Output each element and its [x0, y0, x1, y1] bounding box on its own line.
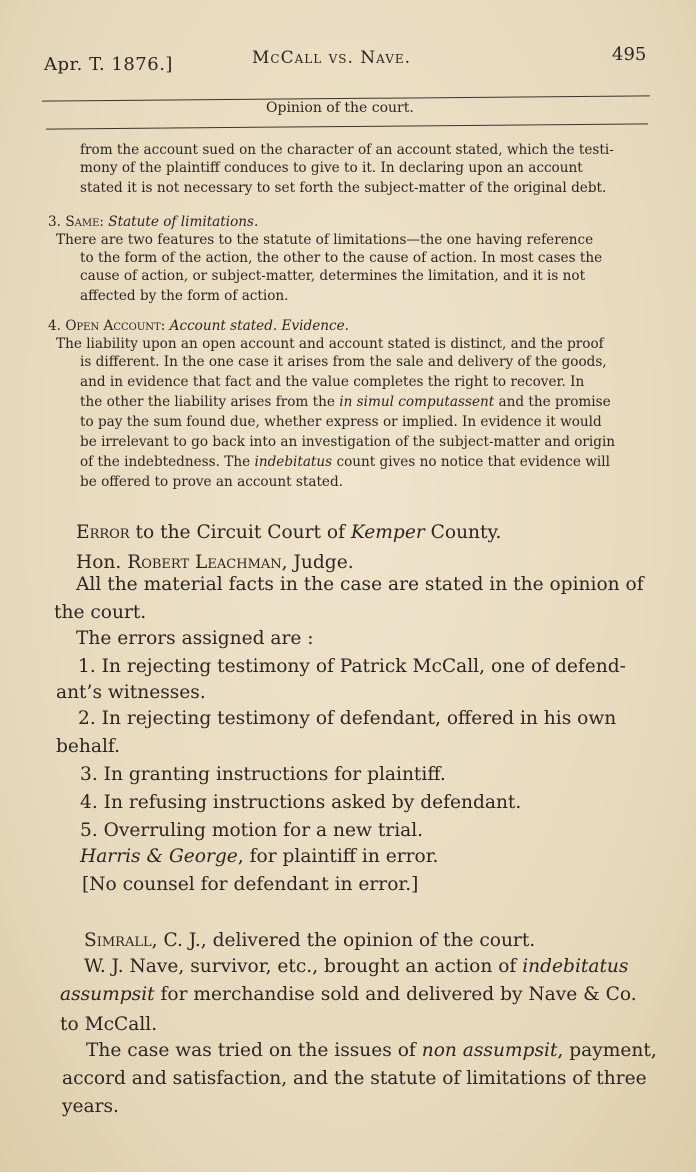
text-run: , payment,	[557, 1040, 657, 1061]
syllabus-item-3-heading	[48, 214, 258, 232]
syllabus-line: mony of the plaintiff conduces to give to it. In declaring upon an account	[80, 160, 583, 176]
judge-line	[76, 552, 354, 573]
syllabus-line: from the account sued on the character of an account stated, which the testi-	[80, 142, 614, 158]
header-rule-bottom	[46, 123, 648, 129]
syllabus-line: There are two features to the statute of limitations—the one having reference	[56, 232, 594, 248]
text-run-italic: in simul computassent	[339, 394, 495, 410]
section-subheading: Opinion of the court.	[266, 100, 414, 116]
paragraph-line: [No counsel for defendant in error.]	[82, 874, 419, 895]
syllabus-line: to the form of the action, the other to the cause of action. In most cases the	[80, 250, 603, 266]
text-run: and the promise	[494, 394, 611, 410]
item-subtitle: Account stated. Evidence.	[169, 318, 349, 334]
text-run: W. J. Nave, survivor, etc., brought an action of	[84, 956, 523, 977]
text-run: Simrall, C. J.	[84, 930, 201, 951]
paragraph-line: 1. In rejecting testimony of Patrick McCall, one of defend-	[78, 656, 626, 677]
header-term: Apr. T. 1876.]	[44, 54, 173, 75]
paragraph-line: years.	[62, 1096, 119, 1117]
paragraph-line: 4. In refusing instructions asked by defendant.	[80, 792, 522, 813]
error-line	[76, 522, 501, 543]
syllabus-line: is different. In the one case it arises from the sale and delivery of the goods,	[80, 354, 607, 370]
syllabus-line: affected by the form of action.	[80, 288, 289, 304]
text-run-italic: indebitatus	[522, 956, 629, 977]
syllabus-line: be irrelevant to go back into an investigation of the subject-matter and origin	[80, 434, 616, 450]
syllabus-line: stated it is not necessary to set forth the subject-matter of the original debt.	[80, 180, 607, 196]
running-header	[0, 42, 696, 75]
text-run: , for plaintiff in error.	[237, 846, 439, 867]
syllabus-line	[80, 394, 611, 412]
paragraph-line: the court.	[54, 602, 147, 623]
syllabus-line: and in evidence that fact and the value completes the right to recover. In	[80, 374, 585, 390]
paragraph-line: 3. In granting instructions for plaintiff.	[80, 764, 446, 785]
syllabus-line: to pay the sum found due, whether express or implied. In evidence it would	[80, 414, 602, 430]
text-run-italic: assumpsit	[60, 984, 155, 1005]
text-run: The case was tried on the issues of	[86, 1040, 422, 1061]
paragraph-line: The errors assigned are :	[76, 628, 314, 649]
text-run: to the Circuit Court of	[129, 522, 351, 543]
text-run: , Judge.	[281, 552, 354, 573]
paragraph-line	[86, 1040, 657, 1061]
text-run: Hon.	[76, 552, 128, 573]
syllabus-item-4-heading	[48, 318, 349, 336]
counsel-line	[80, 846, 438, 867]
paragraph-line: ant’s witnesses.	[56, 682, 206, 703]
item-subtitle: Statute of limitations.	[108, 214, 259, 230]
text-run: of the indebtedness. The	[80, 454, 255, 470]
syllabus-line: be offered to prove an account stated.	[80, 474, 343, 490]
text-run: County.	[424, 522, 502, 543]
text-run: the other the liability arises from the	[80, 394, 340, 410]
opinion-line	[84, 930, 535, 951]
text-run-italic: non assumpsit	[421, 1040, 558, 1061]
text-run: Error	[76, 522, 130, 543]
text-run: for merchandise sold and delivered by Nave & Co.	[154, 984, 637, 1005]
item-number: 4.	[48, 318, 61, 334]
item-title: Open Account:	[65, 318, 166, 334]
syllabus-line: cause of action, or subject-matter, determines the limitation, and it is not	[80, 268, 586, 284]
syllabus-line: The liability upon an open account and account stated is distinct, and the proof	[56, 336, 604, 352]
paragraph-line: 2. In rejecting testimony of defendant, offered in his own	[78, 708, 617, 729]
syllabus-line	[80, 454, 610, 472]
text-run: Robert Leachman	[127, 552, 282, 573]
text-run-italic: Kemper	[350, 522, 425, 543]
paragraph-line: to McCall.	[60, 1014, 158, 1035]
paragraph-line: accord and satisfaction, and the statute of limitations of three	[62, 1068, 647, 1089]
item-title: Same:	[65, 214, 104, 230]
text-run-italic: indebitatus	[254, 454, 333, 470]
header-case-title: McCall vs. Nave.	[252, 48, 412, 68]
paragraph-line: behalf.	[56, 736, 121, 757]
paragraph-line	[84, 956, 628, 977]
paragraph-line: All the material facts in the case are stated in the opinion of	[76, 574, 644, 595]
paragraph-line	[60, 984, 637, 1005]
text-run-italic: Harris & George	[80, 846, 238, 867]
item-number: 3.	[48, 214, 61, 230]
text-run: , delivered the opinion of the court.	[200, 930, 536, 951]
paragraph-line: 5. Overruling motion for a new trial.	[80, 820, 424, 841]
page-number: 495	[612, 44, 647, 65]
text-run: count gives no notice that evidence will	[332, 454, 610, 470]
